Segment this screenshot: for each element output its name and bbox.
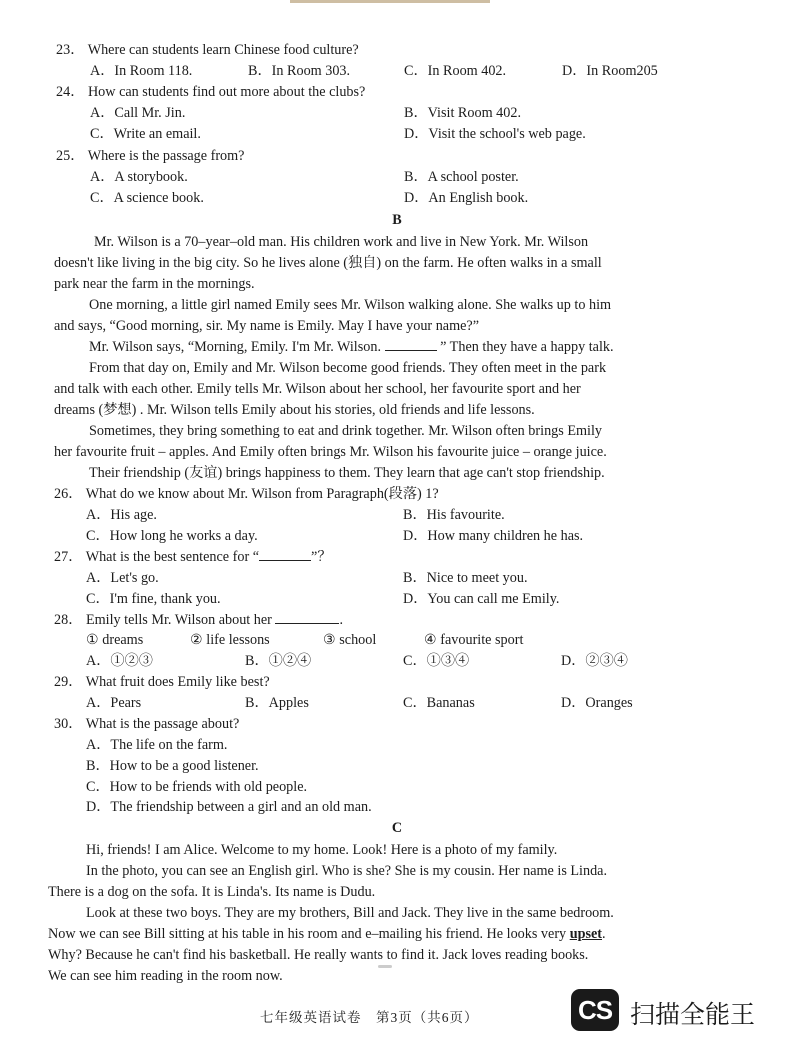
passage-c-line: In the photo, you can see an English girl. Who is she? She is my cousin. Her name is Linda. <box>86 863 608 879</box>
question-24 <box>56 83 365 101</box>
option-b: B．①②④ <box>245 653 312 669</box>
question-stem: What is the passage about? <box>85 716 240 732</box>
option-a: A．The life on the farm. <box>86 737 228 753</box>
passage-b-line: Their friendship (友谊) brings happiness to them. They learn that age can't stop friendship. <box>89 465 605 481</box>
option-b: B．How to be a good listener. <box>86 758 259 774</box>
option-c: C．Write an email. <box>90 126 201 142</box>
passage-c-text: . <box>602 926 606 942</box>
option-a: A．Call Mr. Jin. <box>90 105 186 121</box>
option-d: D．You can call me Emily. <box>403 591 560 607</box>
question-number: 30． <box>54 716 83 732</box>
option-c: C．①③④ <box>403 653 470 669</box>
option-d: D．An English book. <box>404 190 529 206</box>
item-3: ③ school <box>323 632 377 648</box>
passage-c-line: Hi, friends! I am Alice. Welcome to my home. Look! Here is a photo of my family. <box>86 842 558 858</box>
option-b: B．Visit Room 402. <box>404 105 521 121</box>
question-stem: How can students find out more about the clubs? <box>87 84 366 100</box>
underlined-word: upset <box>569 926 603 942</box>
passage-c-line <box>48 925 606 943</box>
camscanner-logo-icon: CS <box>571 989 619 1031</box>
item-2: ② life lessons <box>190 632 270 648</box>
passage-b-line: park near the farm in the mornings. <box>54 276 255 292</box>
passage-b-text: ” Then they have a happy talk. <box>440 339 614 355</box>
option-c: C．In Room 402. <box>404 63 507 79</box>
option-c: C．A science book. <box>90 190 204 206</box>
question-number: 26． <box>54 486 83 502</box>
option-a: A．Let's go. <box>86 570 159 586</box>
option-c: C．How long he works a day. <box>86 528 258 544</box>
answer-blank <box>275 611 339 624</box>
option-d: D．Oranges <box>561 695 633 711</box>
option-a: A．A storybook. <box>90 169 188 185</box>
question-number: 27． <box>54 549 83 565</box>
passage-b-line: her favourite fruit – apples. And Emily often brings Mr. Wilson his favourite juice – orange juice. <box>54 444 607 460</box>
option-a: A．His age. <box>86 507 157 523</box>
question-stem-end: ”？ <box>311 549 332 565</box>
passage-b-line: From that day on, Emily and Mr. Wilson become good friends. They often meet in the park <box>89 360 607 376</box>
question-30 <box>54 715 239 733</box>
page-footer: 七年级英语试卷 第3页（共6页） <box>260 1010 479 1025</box>
passage-b-line <box>89 338 614 356</box>
section-c-heading: C <box>391 820 403 836</box>
question-23 <box>56 41 359 59</box>
option-d: D．In Room205 <box>562 63 658 79</box>
passage-b-line: doesn't like living in the big city. So he lives alone (独自) on the farm. He often walks in a small <box>54 255 602 271</box>
option-d: D．Visit the school's web page. <box>404 126 586 142</box>
option-b: B．Nice to meet you. <box>403 570 528 586</box>
question-number: 24． <box>56 84 85 100</box>
passage-b-line: One morning, a little girl named Emily sees Mr. Wilson walking alone. She walks up to him <box>89 297 612 313</box>
answer-blank <box>259 548 311 561</box>
scan-edge-mark <box>290 0 490 3</box>
option-a: A．①②③ <box>86 653 153 669</box>
question-stem: Where can students learn Chinese food culture? <box>87 42 359 58</box>
option-d: D．②③④ <box>561 653 628 669</box>
item-1: ① dreams <box>86 632 144 648</box>
passage-c-text: Now we can see Bill sitting at his table in his room and e–mailing his friend. He looks very <box>48 926 567 942</box>
question-26 <box>54 485 439 503</box>
option-a: A．Pears <box>86 695 142 711</box>
passage-b-line: Mr. Wilson is a 70–year–old man. His children work and live in New York. Mr. Wilson <box>94 234 589 250</box>
question-27 <box>54 548 332 566</box>
option-c: C．Bananas <box>403 695 475 711</box>
section-b-heading: B <box>392 212 402 228</box>
option-b: B．His favourite. <box>403 507 505 523</box>
passage-b-line: Sometimes, they bring something to eat and drink together. Mr. Wilson often brings Emily <box>89 423 603 439</box>
scan-smudge <box>378 965 392 968</box>
camscanner-watermark-text: 扫描全能王 <box>630 1000 756 1029</box>
passage-c-line: Why? Because he can't find his basketball. He really wants to find it. Jack loves reading books. <box>48 947 589 963</box>
question-stem: What do we know about Mr. Wilson from Paragraph(段落) 1? <box>85 486 439 502</box>
passage-b-line: and says, “Good morning, sir. My name is Emily. May I have your name?” <box>54 318 480 334</box>
option-b: B．Apples <box>245 695 309 711</box>
option-b: B．A school poster. <box>404 169 519 185</box>
question-25 <box>56 147 244 165</box>
passage-c-line: Look at these two boys. They are my brothers, Bill and Jack. They live in the same bedroom. <box>86 905 614 921</box>
passage-c-line: We can see him reading in the room now. <box>48 968 283 984</box>
passage-c-line: There is a dog on the sofa. It is Linda's. Its name is Dudu. <box>48 884 376 900</box>
option-c: C．I'm fine, thank you. <box>86 591 221 607</box>
option-d: D．The friendship between a girl and an old man. <box>86 799 372 815</box>
option-c: C．How to be friends with old people. <box>86 779 308 795</box>
question-number: 28． <box>54 612 83 628</box>
passage-b-line: dreams (梦想) . Mr. Wilson tells Emily about his stories, old friends and life lessons. <box>54 402 535 418</box>
passage-b-line: and talk with each other. Emily tells Mr. Wilson about her school, her favourite sport and her <box>54 381 581 397</box>
question-number: 23． <box>56 42 85 58</box>
question-number: 25． <box>56 148 85 164</box>
passage-b-text: Mr. Wilson says, “Morning, Emily. I'm Mr. Wilson. <box>89 339 381 355</box>
answer-blank <box>385 338 437 351</box>
question-28 <box>54 611 343 629</box>
question-stem: What fruit does Emily like best? <box>85 674 270 690</box>
question-stem: Emily tells Mr. Wilson about her <box>85 612 272 628</box>
question-stem: What is the best sentence for “ <box>85 549 260 565</box>
question-stem-end: . <box>339 612 343 628</box>
item-4: ④ favourite sport <box>424 632 524 648</box>
option-a: A．In Room 118. <box>90 63 193 79</box>
question-29 <box>54 673 270 691</box>
question-number: 29． <box>54 674 83 690</box>
question-stem: Where is the passage from? <box>87 148 245 164</box>
option-d: D．How many children he has. <box>403 528 584 544</box>
option-b: B．In Room 303. <box>248 63 351 79</box>
